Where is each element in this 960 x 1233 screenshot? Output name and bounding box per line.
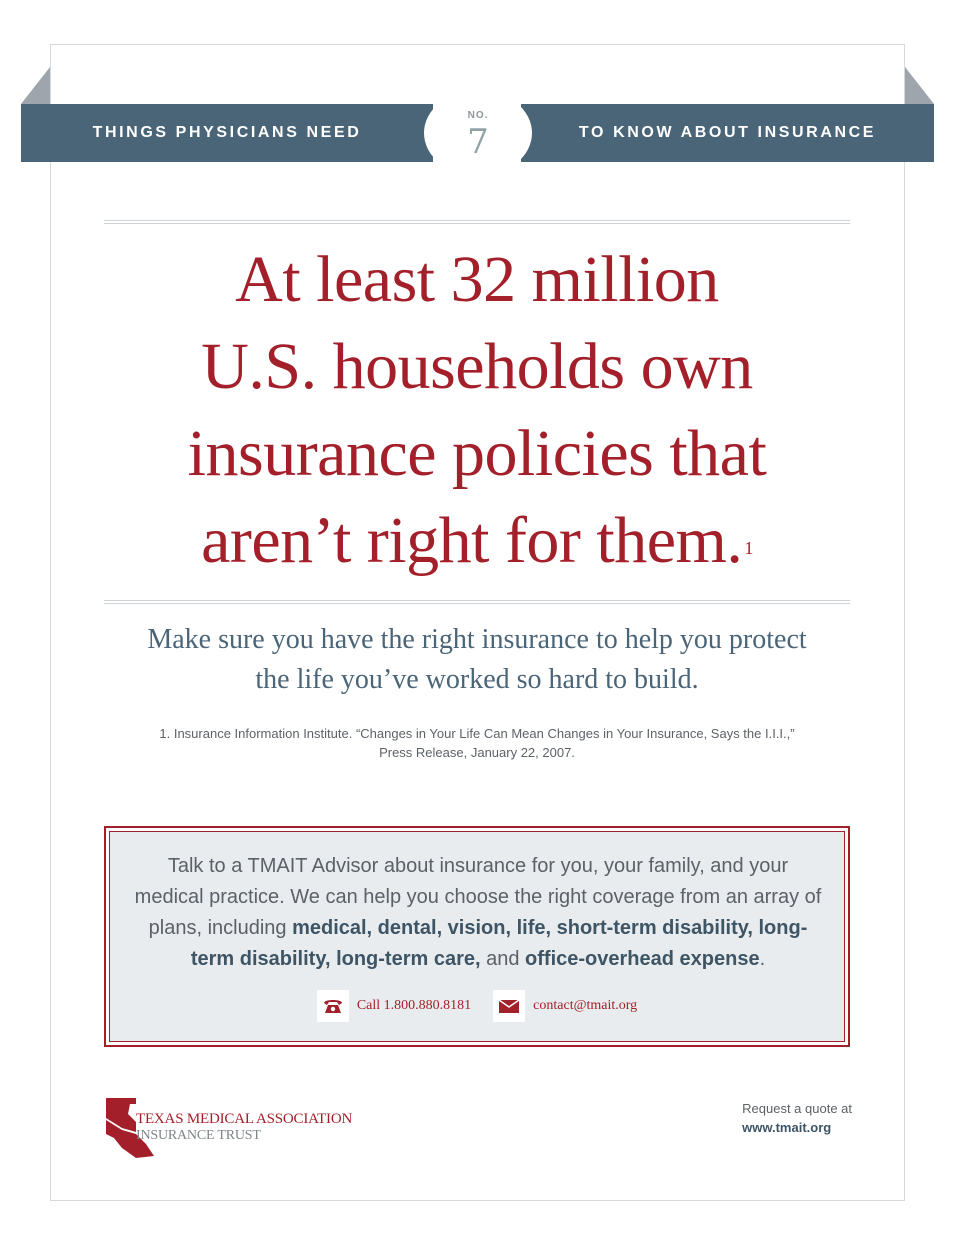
quote-request xyxy=(742,1099,852,1137)
cta-and: and xyxy=(480,948,526,970)
headline-line-1: At least 32 million xyxy=(235,243,719,316)
cta-inner xyxy=(109,831,845,1042)
phone-number[interactable]: Call 1.800.880.8181 xyxy=(356,998,472,1013)
cta-plans-1: medical, dental, vision, life, short-term disability, long-term disability, long-term care, xyxy=(190,917,808,970)
footnote-line-1: 1. Insurance Information Institute. “Changes in Your Life Can Mean Changes in Your Insurance, Says the I.I.I.,” xyxy=(159,726,795,741)
email-address[interactable]: contact@tmait.org xyxy=(533,998,638,1013)
cta-text xyxy=(132,851,824,975)
headline xyxy=(104,236,850,584)
badge-number: 7 xyxy=(467,122,489,162)
cta-intro: Talk to a TMAIT Advisor about insurance for you, your family, and your medical practice. We can help you choose the right coverage from an array of plans, including xyxy=(134,855,822,939)
tmait-logo xyxy=(106,1098,353,1158)
issue-badge xyxy=(424,90,532,176)
banner-right-text: TO KNOW ABOUT INSURANCE xyxy=(578,124,877,141)
badge-label: NO. xyxy=(467,110,489,121)
headline-line-4-text: aren’t right for them. xyxy=(201,504,743,577)
quote-url-link[interactable]: www.tmait.org xyxy=(742,1120,832,1135)
bottom-rule xyxy=(104,600,850,604)
logo-line-2: INSURANCE TRUST xyxy=(136,1128,261,1143)
top-rule xyxy=(104,220,850,224)
ribbon-fold-left xyxy=(21,67,50,104)
phone-icon xyxy=(317,990,349,1022)
cta-box xyxy=(104,826,850,1047)
cta-plans-2: office-overhead expense xyxy=(525,948,760,970)
subhead-line-1: Make sure you have the right insurance to help you protect xyxy=(147,624,807,655)
quote-line-1: Request a quote at xyxy=(742,1101,852,1116)
banner-left xyxy=(21,104,433,162)
footnote xyxy=(104,724,850,762)
footnote-marker: 1 xyxy=(744,538,753,558)
banner-left-text: THINGS PHYSICIANS NEED xyxy=(92,124,362,141)
subhead-line-2: the life you’ve worked so hard to build. xyxy=(255,664,699,695)
ribbon-fold-right xyxy=(905,67,934,104)
headline-line-2: U.S. households own xyxy=(201,330,753,403)
footnote-line-2: Press Release, January 22, 2007. xyxy=(379,745,575,760)
cta-end: . xyxy=(759,948,766,970)
envelope-icon xyxy=(493,990,525,1022)
subhead xyxy=(104,620,850,700)
phone-contact[interactable] xyxy=(317,990,471,1022)
email-contact[interactable] xyxy=(493,990,637,1022)
banner-right xyxy=(521,104,934,162)
contact-row xyxy=(110,990,844,1022)
logo-line-1: TEXAS MEDICAL ASSOCIATION xyxy=(136,1111,353,1127)
headline-line-3: insurance policies that xyxy=(187,417,767,490)
headline-line-4 xyxy=(104,497,850,584)
